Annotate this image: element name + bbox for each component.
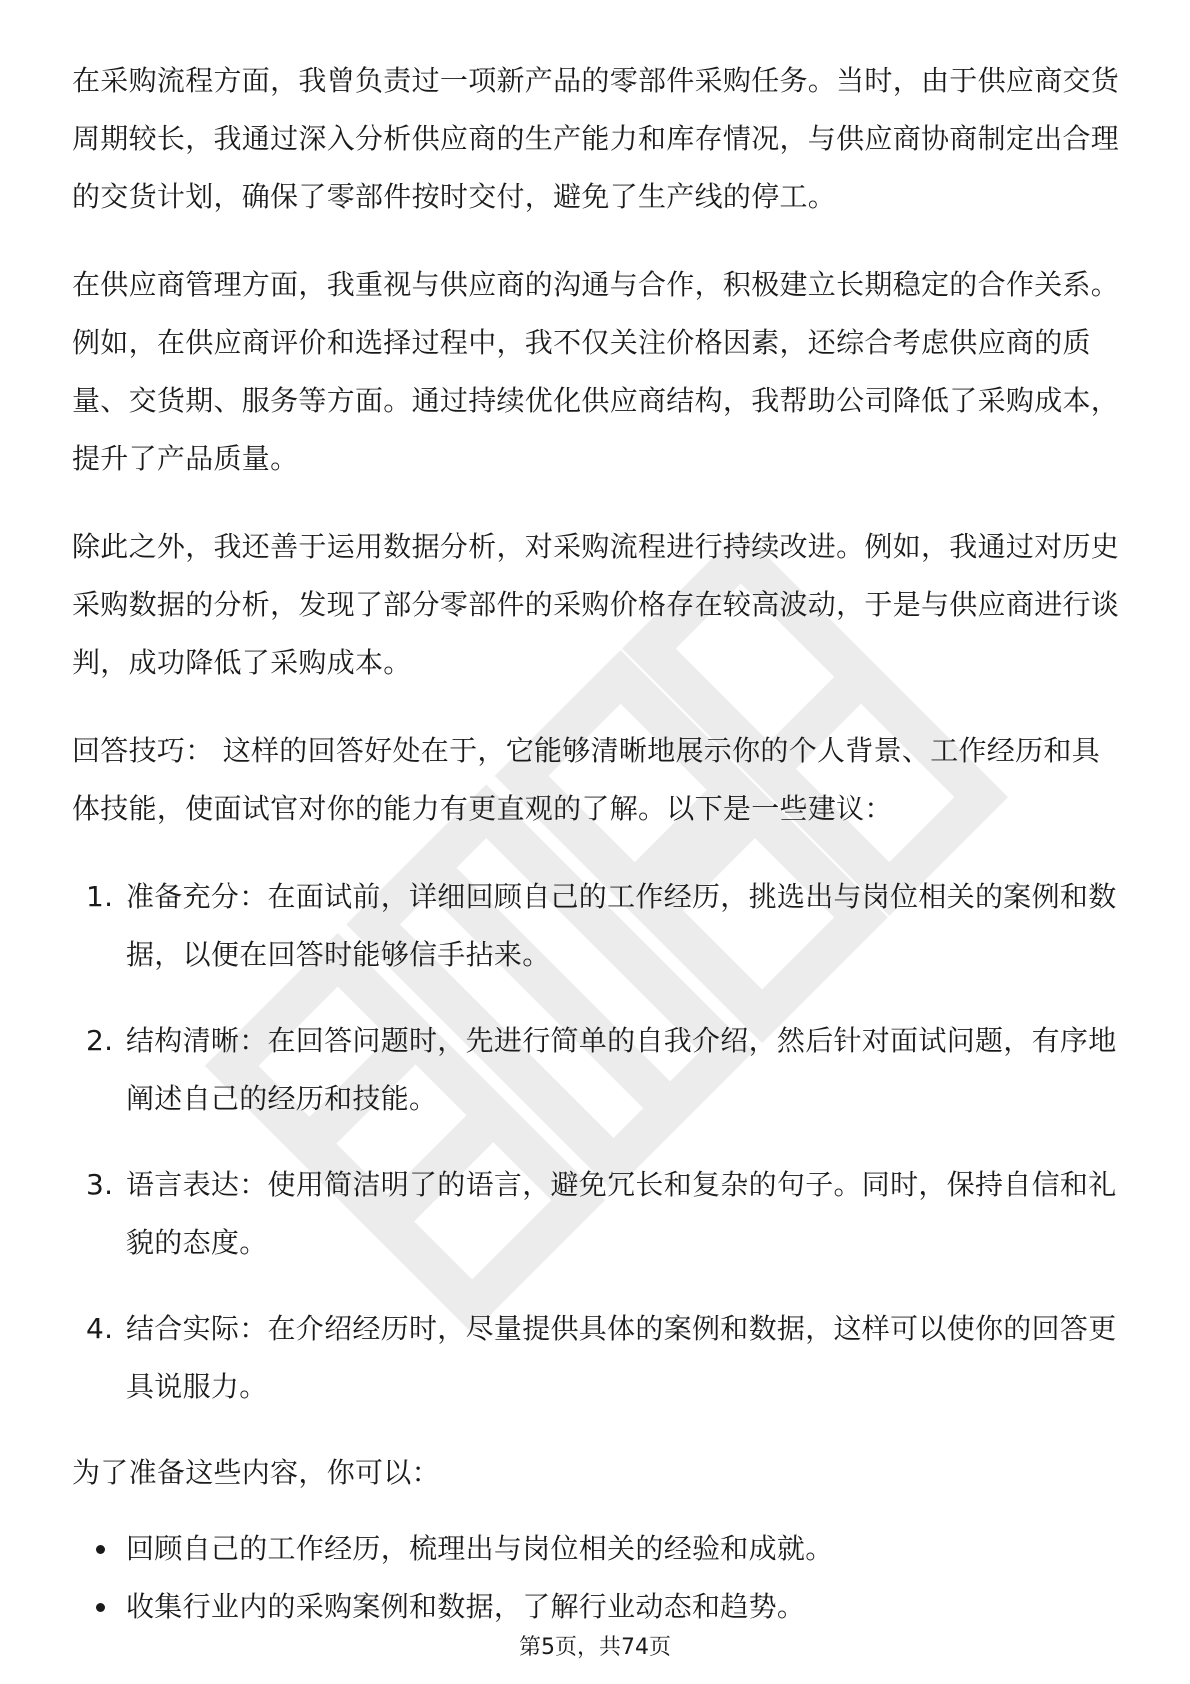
tips-list [72, 868, 1122, 1416]
list-item-text: 结合实际：在介绍经历时，尽量提供具体的案例和数据，这样可以使你的回答更具说服力。 [126, 1312, 1117, 1403]
bullet-icon [96, 1603, 105, 1612]
list-number: 3. [86, 1168, 114, 1201]
list-item [72, 1578, 1122, 1636]
paragraph-prep-intro: 为了准备这些内容，你可以： [72, 1456, 440, 1489]
list-number: 1. [86, 880, 114, 913]
paragraph-data-analysis: 除此之外，我还善于运用数据分析，对采购流程进行持续改进。例如，我通过对历史采购数据的分析，发现了部分零部件的采购价格存在较高波动，于是与供应商进行谈判，成功降低了采购成本。 [72, 530, 1120, 679]
list-item [72, 1520, 1122, 1578]
list-item [72, 1012, 1122, 1128]
list-item [72, 1156, 1122, 1272]
document-body [72, 52, 1122, 1636]
list-item-text: 准备充分：在面试前，详细回顾自己的工作经历，挑选出与岗位相关的案例和数据，以便在回答时能够信手拈来。 [126, 880, 1117, 971]
bullet-icon [96, 1545, 105, 1554]
list-item [72, 868, 1122, 984]
list-item-text: 回顾自己的工作经历，梳理出与岗位相关的经验和成就。 [126, 1532, 834, 1565]
page-number-footer: 第5页，共74页 [519, 1635, 671, 1660]
paragraph-supplier-management: 在供应商管理方面，我重视与供应商的沟通与合作，积极建立长期稳定的合作关系。例如，在供应商评价和选择过程中，我不仅关注价格因素，还综合考虑供应商的质量、交货期、服务等方面。通过持续优化供应商结构，我帮助公司降低了采购成本，提升了产品质量。 [72, 268, 1120, 475]
list-item-text: 语言表达：使用简洁明了的语言，避免冗长和复杂的句子。同时，保持自信和礼貌的态度。 [126, 1168, 1117, 1259]
list-number: 2. [86, 1024, 114, 1057]
prep-bullet-list [72, 1520, 1122, 1636]
paragraph-procurement: 在采购流程方面，我曾负责过一项新产品的零部件采购任务。当时，由于供应商交货周期较长，我通过深入分析供应商的生产能力和库存情况，与供应商协商制定出合理的交货计划，确保了零部件按时交付，避免了生产线的停工。 [72, 64, 1120, 213]
list-number: 4. [86, 1312, 114, 1345]
list-item-text: 结构清晰：在回答问题时，先进行简单的自我介绍，然后针对面试问题，有序地阐述自己的经历和技能。 [126, 1024, 1117, 1115]
list-item-text: 收集行业内的采购案例和数据，了解行业动态和趋势。 [126, 1590, 806, 1623]
paragraph-answer-tips: 回答技巧： 这样的回答好处在于，它能够清晰地展示你的个人背景、工作经历和具体技能，使面试官对你的能力有更直观的了解。以下是一些建议： [72, 734, 1101, 825]
list-item [72, 1300, 1122, 1416]
